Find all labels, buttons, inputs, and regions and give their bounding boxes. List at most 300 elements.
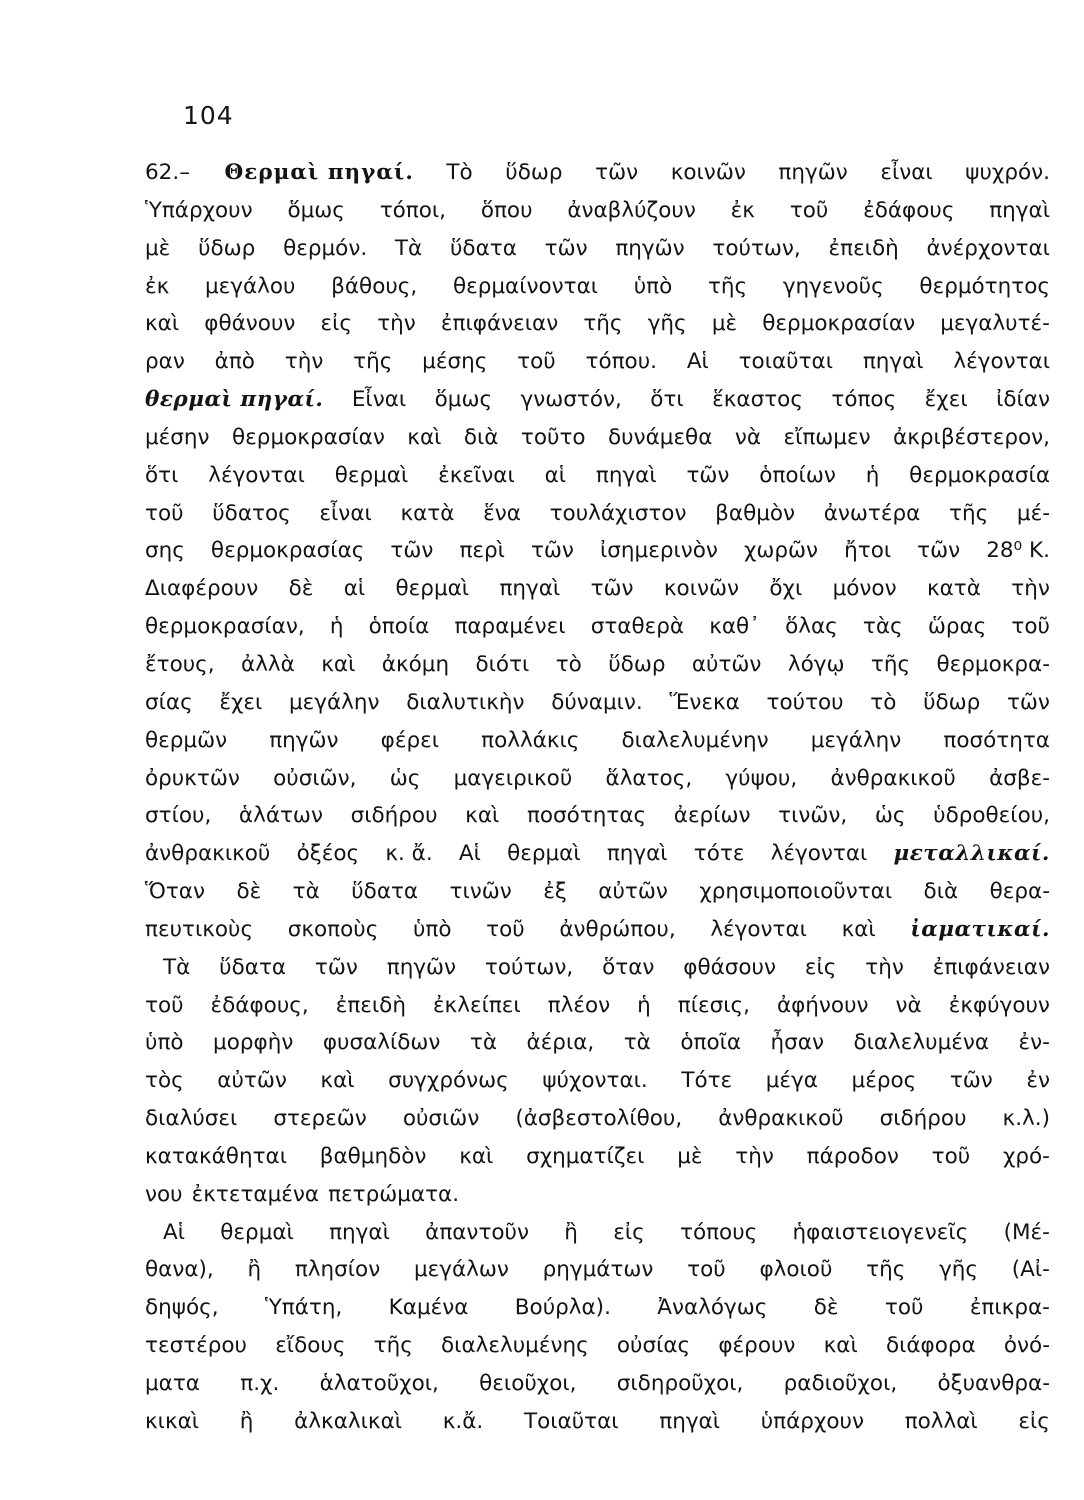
word: μὲ	[145, 235, 171, 261]
word: ὅτι	[145, 462, 179, 488]
word: θερμοκρα-	[936, 651, 1050, 677]
word: ἕνα	[483, 500, 521, 526]
word: τόπους	[680, 1219, 758, 1245]
word: τὴν	[865, 954, 904, 980]
word: σιδήρου	[879, 1106, 967, 1132]
word: καὶ	[841, 916, 876, 942]
word: μέρος	[851, 1068, 917, 1094]
word: δὲ	[288, 576, 314, 602]
text-line	[145, 1182, 1050, 1220]
word: τοῦ	[145, 992, 184, 1018]
word: οὐσιῶν,	[273, 765, 357, 791]
word: ἐκ	[730, 197, 755, 223]
word: πλησίον	[294, 1257, 381, 1283]
word: πολλαὶ	[904, 1408, 978, 1434]
text-line	[145, 614, 1050, 652]
text-line	[145, 538, 1050, 576]
word: (Αἰ-	[1011, 1257, 1050, 1283]
word: σταθερὰ	[590, 614, 685, 640]
word: ὕδατα	[449, 235, 517, 261]
word: πηγαὶ	[595, 462, 657, 488]
word: ἀνθρακικοῦ	[145, 841, 271, 867]
word: γῆς	[647, 311, 687, 337]
word: τῶν	[314, 954, 358, 980]
word: θερμοκρασίαν	[232, 424, 385, 450]
word: τοῦτο	[520, 424, 586, 450]
word: μεγαλυτέ-	[940, 311, 1050, 337]
word: Τὰ	[163, 954, 191, 980]
word: τοῦ	[145, 500, 184, 526]
word: καθ᾽	[709, 614, 760, 640]
word: εἴδους	[275, 1333, 346, 1359]
word: φθάσουν	[683, 954, 777, 980]
word: φυσαλίδων	[322, 1030, 441, 1056]
word: εἰς	[804, 954, 837, 980]
word: ὕδωρ	[505, 160, 563, 185]
word: εἶναι	[880, 160, 933, 185]
word: πηγαὶ	[862, 349, 924, 375]
word: θερμαίνονται	[452, 273, 599, 299]
word: ὅτι	[650, 387, 684, 413]
word: θερμαὶ	[220, 1219, 294, 1245]
word: γνωστόν,	[520, 387, 622, 413]
word: Τὰ	[394, 235, 423, 261]
word: ἔχει	[924, 387, 968, 413]
word: Ἕνεκα	[669, 689, 740, 715]
word: μορφὴν	[213, 1030, 294, 1056]
word: ὅπου	[480, 197, 533, 223]
word: ρηγμάτων	[542, 1257, 654, 1283]
word: ἁλατοῦχοι,	[319, 1371, 439, 1396]
word: ὕδωρ	[608, 651, 666, 677]
word: στερεῶν	[273, 1106, 367, 1132]
emphasized-term: θερμαὶ πηγαί.	[145, 387, 324, 413]
word: τὸ	[870, 689, 897, 715]
word: φλοιοῦ	[759, 1257, 833, 1283]
word: ἰδίαν	[996, 387, 1050, 413]
word: τῶν	[686, 462, 730, 488]
word: θερμαὶ	[395, 576, 470, 602]
word: περὶ	[459, 538, 505, 564]
word: τῶν	[530, 538, 574, 564]
word: ὡς	[389, 765, 421, 791]
word: τοῦ	[687, 1257, 726, 1283]
word: δὲ	[813, 1295, 839, 1321]
word: Αἱ	[458, 841, 481, 867]
word: Βούρλα).	[514, 1295, 611, 1321]
word: ὁποία	[368, 614, 430, 640]
word: μεγάλων	[413, 1257, 509, 1283]
word: σίας	[145, 689, 193, 715]
word: τὸ	[555, 651, 582, 677]
text-line	[145, 160, 1050, 198]
word: ἁλάτων	[238, 803, 323, 829]
word: βαθμηδὸν	[319, 1143, 427, 1169]
word: λέγονται	[208, 462, 305, 488]
word: τόπου.	[585, 349, 657, 375]
word: δύναμιν.	[551, 689, 643, 715]
word: τῶν	[949, 1068, 993, 1094]
word: ὁποῖα	[680, 1030, 742, 1056]
word: ἀερίων	[673, 803, 751, 829]
word: χρησιμοποιοῦνται	[699, 879, 893, 905]
word: δυνάμεθα	[607, 424, 713, 450]
word: πηγαὶ	[989, 197, 1050, 223]
word: καὶ	[407, 424, 442, 450]
word: ὑπὸ	[412, 916, 452, 942]
text-line	[145, 501, 1050, 539]
word: μέσην	[145, 424, 210, 450]
word: θανα),	[145, 1257, 214, 1283]
word: αἱ	[544, 462, 567, 488]
word: Καμένα	[388, 1295, 469, 1321]
word: πηγαὶ	[606, 841, 668, 867]
word: Αἱ	[163, 1219, 185, 1245]
word: διαλελυμένην	[621, 727, 769, 753]
text-line	[145, 1409, 1050, 1447]
word: πολλάκις	[481, 727, 580, 753]
word: γύψου,	[725, 765, 798, 791]
word: πάροδον	[806, 1143, 899, 1169]
text-line	[145, 1371, 1050, 1409]
text-line	[145, 1030, 1050, 1068]
word: χωρῶν	[743, 538, 819, 564]
word: ποσότητας	[526, 803, 647, 829]
text-line	[145, 728, 1050, 766]
word: γῆς	[939, 1257, 979, 1283]
word: διαλυτικὴν	[406, 689, 525, 715]
word: π.χ.	[240, 1371, 280, 1396]
word: ἀνθρακικοῦ	[830, 765, 956, 791]
word: σιδήρου	[350, 803, 438, 829]
word: ἐν	[1026, 1068, 1050, 1094]
word: θερμῶν	[145, 727, 228, 753]
word: ὕδωρ	[923, 689, 981, 715]
word: ὅλας	[785, 614, 838, 640]
word: τεστέρου	[145, 1333, 247, 1359]
emphasized-term: ἰαματικαί.	[910, 916, 1050, 942]
word: τῶν	[390, 538, 434, 564]
word: πευτικοὺς	[145, 916, 254, 942]
word: ἀλκαλικαὶ	[294, 1408, 403, 1434]
word: ἐκλείπει	[432, 992, 521, 1018]
word: αὐτῶν	[217, 1068, 287, 1094]
word: ἅλατος,	[605, 765, 693, 791]
word: καὶ	[459, 1143, 494, 1169]
word: ὑπάρχουν	[760, 1408, 864, 1434]
word: καὶ	[321, 651, 356, 677]
word: ὁποίων	[759, 462, 836, 488]
word: ὅμως	[287, 197, 345, 223]
word: θερμοκρασίας	[210, 538, 365, 564]
word: (ἀσβεστολίθου,	[515, 1106, 683, 1132]
word: ἐδάφους	[863, 197, 955, 223]
word: τούτου	[766, 689, 844, 715]
word: τὸς	[145, 1068, 184, 1094]
word: ὅμως	[434, 387, 493, 413]
text-line	[145, 1144, 1050, 1182]
word: ἀπὸ	[214, 349, 255, 375]
word: τῆς	[583, 311, 623, 337]
word: τῆς	[373, 1333, 413, 1359]
text-line	[145, 1295, 1050, 1333]
word: τῆς	[866, 1257, 906, 1283]
word: σκοποὺς	[287, 916, 379, 942]
word: πετρώματα.	[328, 1181, 460, 1207]
word: εἰς	[613, 1219, 645, 1245]
word: ἐκφύγουν	[948, 992, 1050, 1018]
word: ἐν-	[1018, 1030, 1050, 1056]
word: τοιαῦται	[738, 349, 833, 375]
word: χρό-	[1002, 1143, 1050, 1169]
text-line	[145, 311, 1050, 349]
word: καὶ	[145, 311, 180, 337]
word: πηγαὶ	[659, 1408, 721, 1434]
word: Διαφέρουν	[145, 576, 259, 602]
word: καὶ	[320, 1068, 355, 1094]
word: τόπος	[831, 387, 897, 413]
text-line	[145, 690, 1050, 728]
word: ἢ	[239, 1408, 254, 1434]
word: 28⁰ Κ.	[986, 538, 1050, 564]
word: πηγῶν	[269, 727, 339, 753]
word: ἡ	[637, 992, 651, 1018]
word: ραν	[145, 349, 185, 375]
word: κικαὶ	[145, 1408, 200, 1434]
word: παραμένει	[454, 614, 566, 640]
word: σχηματίζει	[526, 1143, 645, 1169]
word: ἀφήνουν	[776, 992, 869, 1018]
word: κατακάθηται	[145, 1143, 287, 1169]
word: οὐσιῶν	[402, 1106, 480, 1132]
word: εἶναι	[319, 500, 372, 526]
word: εἰς	[320, 311, 353, 337]
text-line	[145, 1333, 1050, 1371]
text-line	[145, 198, 1050, 236]
word: ὡς	[874, 803, 906, 829]
word: ὥρας	[927, 614, 987, 640]
word: στίου,	[145, 803, 212, 829]
text-line	[145, 274, 1050, 312]
word: θερμοκρασίαν,	[145, 614, 305, 640]
text-line	[145, 349, 1050, 387]
word: ὀνό-	[1003, 1333, 1050, 1359]
text-line	[145, 879, 1050, 917]
word: ἀνωτέρα	[823, 500, 921, 526]
word: τῶν	[917, 538, 961, 564]
word: φέρει	[380, 727, 440, 753]
word: τοῦ	[517, 349, 556, 375]
word: ὕδατος	[212, 500, 291, 526]
word: πλέον	[547, 992, 611, 1018]
word: ὅταν	[602, 954, 655, 980]
word: τοῦ	[789, 197, 829, 223]
word: μεγάλου	[204, 273, 296, 299]
word: τόποι,	[379, 197, 447, 223]
word: ἀκριβέστερον,	[893, 424, 1050, 450]
word: πηγαὶ	[499, 576, 561, 602]
word: ἐπικρα-	[969, 1295, 1050, 1321]
word: ἀνέρχονται	[926, 235, 1050, 261]
word: ἀκόμη	[381, 651, 450, 677]
section-title: Θερμαὶ πηγαί.	[224, 160, 414, 185]
word: μόνον	[832, 576, 897, 602]
word: τινῶν	[449, 879, 512, 905]
word: αὐτῶν	[691, 651, 762, 677]
word: θερμόν.	[283, 235, 368, 261]
word: βαθμὸν	[715, 500, 796, 526]
word: πηγῶν	[778, 160, 848, 185]
word: ἔχει	[219, 689, 263, 715]
word: τὴν	[735, 1143, 774, 1169]
word: κοινῶν	[670, 160, 746, 185]
word: ἰσημερινὸν	[600, 538, 718, 564]
word: πηγῶν	[386, 954, 457, 980]
text-line	[145, 766, 1050, 804]
word: τοῦ	[884, 1295, 924, 1321]
word: μέγα	[765, 1068, 818, 1094]
word: διαλελυμένης	[441, 1333, 589, 1359]
word: διότι	[475, 651, 530, 677]
word: τὰ	[292, 879, 320, 905]
word: νὰ	[734, 424, 762, 450]
section-number: 62.–	[145, 160, 190, 185]
word: Τὸ	[446, 160, 473, 185]
word: ἐδάφους,	[210, 992, 309, 1018]
word: καὶ	[823, 1333, 858, 1359]
word: ἡ	[865, 462, 880, 488]
word: τότε	[693, 841, 745, 867]
word: Αἱ	[686, 349, 709, 375]
body-text	[145, 160, 1050, 1447]
word: κατὰ	[400, 500, 455, 526]
word: ὀξυανθρα-	[937, 1371, 1050, 1396]
word: τῶν	[1006, 689, 1050, 715]
word: ὕδωρ	[198, 235, 256, 261]
word: κ. ἄ.	[385, 841, 433, 867]
word: θερμοκρασία	[909, 462, 1050, 488]
word: τῶν	[590, 576, 634, 602]
word: θερμότητος	[919, 273, 1050, 299]
word: διαλύσει	[145, 1106, 238, 1132]
word: τοῦ	[486, 916, 525, 942]
word: τὴν	[1011, 576, 1050, 602]
word: ἢ	[247, 1257, 262, 1283]
word: διάφορα	[885, 1333, 976, 1359]
text-line	[145, 1220, 1050, 1258]
word: ὑπὸ	[145, 1030, 184, 1056]
word: ποσότητα	[943, 727, 1050, 753]
word: θερμοκρασίαν	[762, 311, 916, 337]
word: ἐπιφάνειαν	[932, 954, 1050, 980]
word: ἐξ	[543, 879, 567, 905]
word: τὰς	[862, 614, 903, 640]
word: ὕδατα	[351, 879, 419, 905]
word: τινῶν,	[778, 803, 848, 829]
text-line	[145, 576, 1050, 614]
word: θερμαὶ	[507, 841, 581, 867]
word: ἐπειδὴ	[828, 235, 899, 261]
emphasized-term: μεταλλικαί.	[893, 841, 1050, 867]
word: πηγῶν	[615, 235, 685, 261]
word: ἀλλὰ	[241, 651, 295, 677]
word: τὴν	[284, 349, 324, 375]
word: σης	[145, 538, 185, 564]
word: ραδιοῦχοι,	[783, 1371, 898, 1396]
word: ἐκ	[145, 273, 170, 299]
text-line	[145, 1068, 1050, 1106]
word: λέγονται	[710, 916, 807, 942]
word: τούτων,	[712, 235, 801, 261]
word: ὄχι	[769, 576, 803, 602]
word: λέγονται	[953, 349, 1050, 375]
word: δὲ	[236, 879, 262, 905]
word: ὑπὸ	[633, 273, 673, 299]
text-line	[145, 425, 1050, 463]
word: τὰ	[623, 1030, 651, 1056]
word: νου	[145, 1181, 183, 1207]
word: ἐκτεταμένα	[191, 1181, 320, 1207]
word: ἕκαστος	[712, 387, 803, 413]
text-line	[145, 955, 1050, 993]
word: εἰς	[1018, 1408, 1050, 1434]
word: Ὑπάτη,	[264, 1295, 343, 1321]
word: ὕδατα	[219, 954, 287, 980]
word: βάθους,	[331, 273, 418, 299]
word: λέγονται	[770, 841, 868, 867]
word: ψύχονται.	[542, 1068, 648, 1094]
word: ἀνθρακικοῦ	[718, 1106, 844, 1132]
word: δηψός,	[145, 1295, 219, 1321]
word: ἐπιφάνειαν	[440, 311, 559, 337]
word: κατὰ	[926, 576, 981, 602]
word: τὴν	[377, 311, 416, 337]
word: ψυχρόν.	[965, 160, 1050, 185]
word: τῆς	[870, 651, 911, 677]
word: διὰ	[463, 424, 499, 450]
text-line	[145, 993, 1050, 1031]
word: ἐκεῖναι	[438, 462, 515, 488]
word: τῆς	[949, 500, 989, 526]
word: θειοῦχοι,	[479, 1371, 577, 1396]
word: γηγενοῦς	[782, 273, 884, 299]
word: ἀσβε-	[989, 765, 1050, 791]
word: σιδηροῦχοι,	[616, 1371, 744, 1396]
word: εἴπωμεν	[783, 424, 871, 450]
word: ἀέρια,	[526, 1030, 595, 1056]
word: θερμαὶ	[334, 462, 409, 488]
word: Ἀναλόγως	[657, 1295, 768, 1321]
word: ὀρυκτῶν	[145, 765, 240, 791]
word: νὰ	[895, 992, 922, 1018]
word: μεγάλην	[810, 727, 902, 753]
word: τὰ	[469, 1030, 498, 1056]
text-line	[145, 463, 1050, 501]
word: τῆς	[353, 349, 393, 375]
word: Εἶναι	[351, 387, 407, 413]
page-number: 104	[183, 101, 234, 130]
word: μὲ	[677, 1143, 703, 1169]
word: ἤτοι	[844, 538, 892, 564]
word: τῶν	[595, 160, 639, 185]
word: φθάνουν	[204, 311, 296, 337]
word: ἀνθρώπου,	[559, 916, 676, 942]
text-line	[145, 236, 1050, 274]
word: τουλάχιστον	[549, 500, 687, 526]
word: μέσης	[422, 349, 488, 375]
word: μαγειρικοῦ	[453, 765, 573, 791]
text-line	[145, 1257, 1050, 1295]
